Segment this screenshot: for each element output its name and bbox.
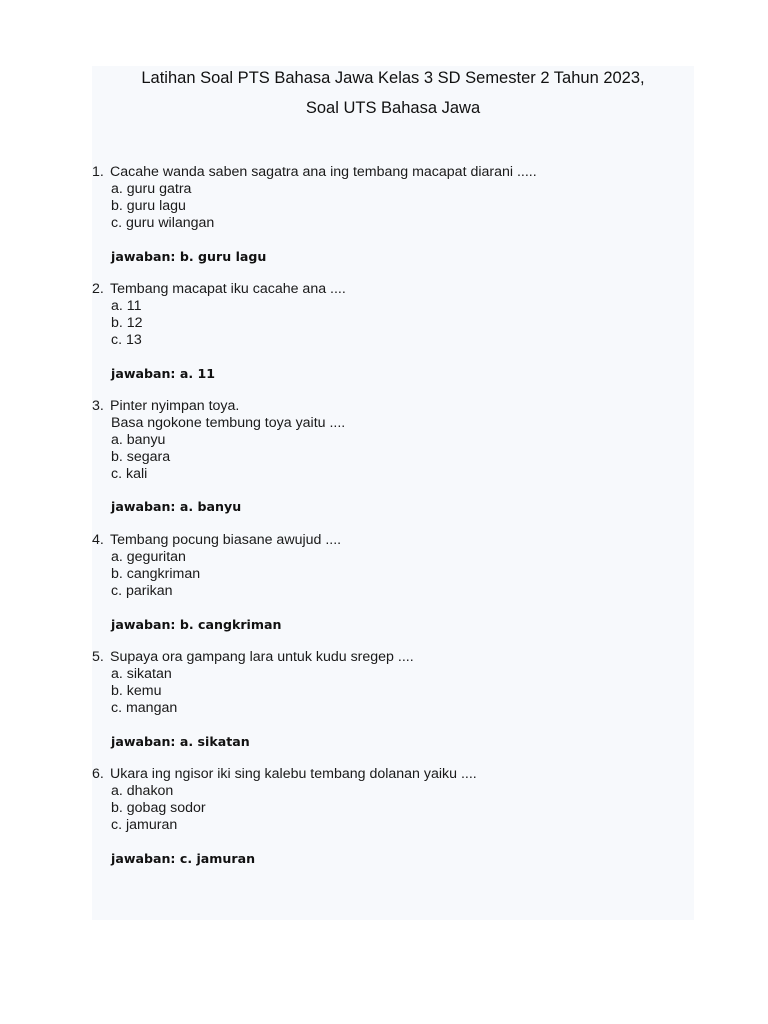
option-c: c. guru wilangan [111, 214, 215, 231]
option-a: a. banyu [111, 431, 166, 448]
question-text: Tembang macapat iku cacahe ana .... [110, 281, 346, 297]
option-a: a. dhakon [111, 782, 174, 799]
option-b: b. segara [111, 448, 171, 465]
option-b: b. 12 [111, 314, 143, 331]
answer-text: jawaban: c. jamuran [111, 850, 256, 866]
option-a: a. guru gatra [111, 180, 192, 197]
question-number: 6. [92, 766, 104, 782]
option-b: b. guru lagu [111, 197, 186, 214]
question-text: Tembang pocung biasane awujud .... [110, 532, 342, 548]
option-c: c. jamuran [111, 816, 178, 833]
option-b: b. kemu [111, 682, 162, 699]
question-5 [92, 649, 694, 766]
document-title: Latihan Soal PTS Bahasa Jawa Kelas 3 SD Semester 2 Tahun 2023, [141, 69, 645, 87]
question-list [92, 164, 694, 883]
option-b: b. gobag sodor [111, 799, 206, 816]
question-2 [92, 281, 694, 398]
answer-text: jawaban: a. sikatan [111, 733, 250, 749]
option-b: b. cangkriman [111, 565, 201, 582]
question-6 [92, 766, 694, 883]
question-number: 2. [92, 281, 104, 297]
question-number: 1. [92, 164, 104, 180]
option-a: a. geguritan [111, 548, 186, 565]
answer-text: jawaban: b. guru lagu [111, 248, 267, 264]
question-4 [92, 532, 694, 649]
option-a: a. sikatan [111, 665, 172, 682]
question-3 [92, 398, 694, 532]
question-1 [92, 164, 694, 281]
question-number: 4. [92, 532, 104, 548]
option-a: a. 11 [111, 297, 142, 314]
answer-text: jawaban: a. banyu [111, 499, 242, 515]
document-subtitle: Soal UTS Bahasa Jawa [305, 99, 481, 117]
option-c: c. parikan [111, 582, 173, 599]
question-text: Supaya ora gampang lara untuk kudu sregep .... [110, 649, 414, 665]
answer-text: jawaban: a. 11 [111, 365, 216, 381]
question-text: Cacahe wanda saben sagatra ana ing tembang macapat diarani ..... [110, 164, 537, 180]
question-text: Ukara ing ngisor iki sing kalebu tembang dolanan yaiku .... [110, 766, 477, 782]
option-c: c. 13 [111, 331, 142, 348]
document-content [92, 66, 694, 920]
option-c: c. mangan [111, 699, 178, 716]
option-c: c. kali [111, 465, 148, 482]
question-text: Pinter nyimpan toya. [110, 398, 240, 414]
question-number: 3. [92, 398, 104, 414]
answer-text: jawaban: b. cangkriman [111, 616, 282, 632]
question-number: 5. [92, 649, 104, 665]
question-text-continued: Basa ngokone tembung toya yaitu .... [111, 414, 346, 431]
